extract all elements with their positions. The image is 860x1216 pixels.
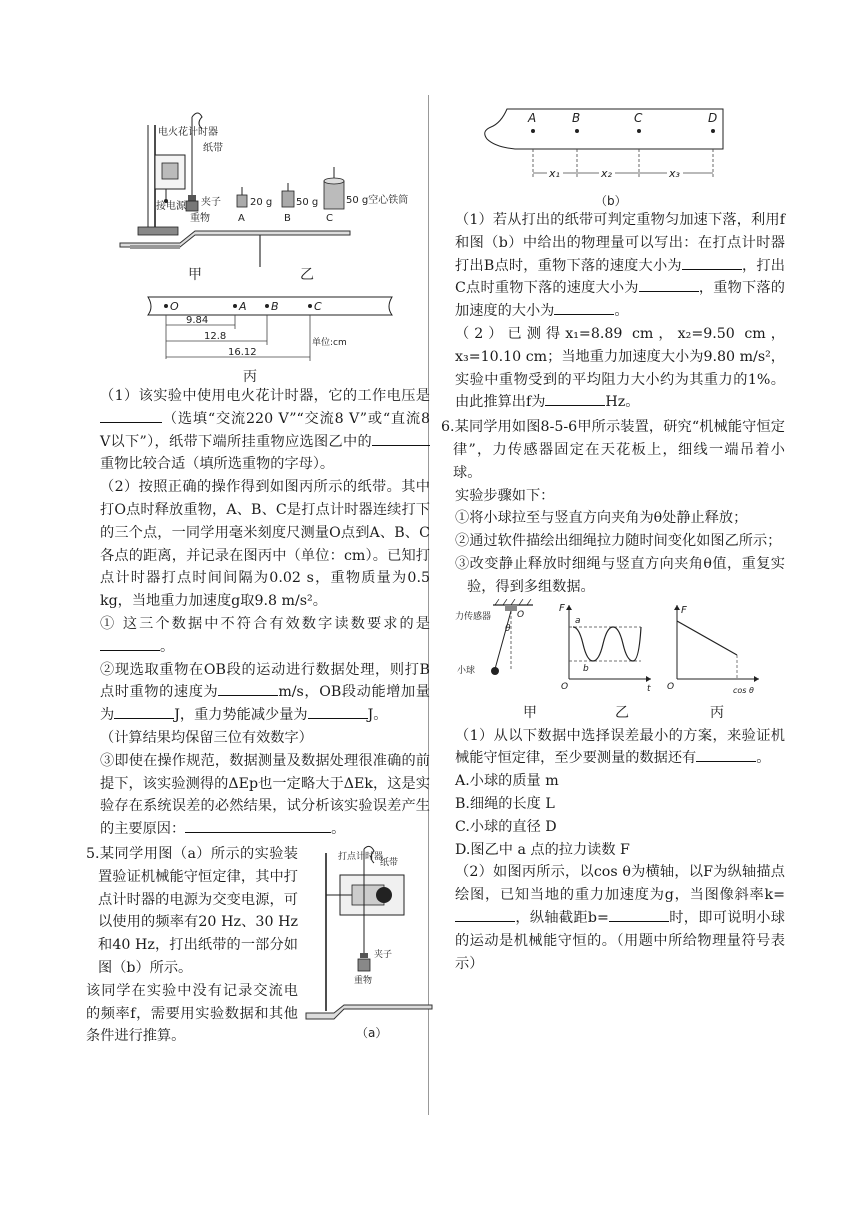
q6-caption-yi: 乙 <box>615 704 629 721</box>
q6-steps-title: 实验步骤如下： <box>455 487 555 504</box>
q5-blank-vb[interactable] <box>682 255 742 270</box>
q6-fig-t: t <box>647 683 651 694</box>
q6-option-a: A.小球的质量 m <box>455 773 559 790</box>
q6-blank-data[interactable] <box>696 747 756 762</box>
point-c: C <box>314 300 322 313</box>
weight-c-mass: 50 g空心铁筒 <box>346 195 409 206</box>
caption-yi: 乙 <box>300 267 314 283</box>
q4-s1-text: ① 这三个数据中不符合有效数字读数要求的是 <box>100 615 430 632</box>
q6-captions <box>455 703 785 725</box>
label-tape: 纸带 <box>203 143 223 154</box>
q5-p1-text-a: （1）若从打出的纸带可判定重物匀加速下落，利用f和图（b）中给出的物理量可以写出：在打点计时器打出B点时，重物下落的速度大小为 <box>455 212 785 274</box>
q5-intro-text-2: 该同学在实验中没有记录交流电的频率f，需要用实验数据和其他条件进行推算。 <box>86 982 298 1045</box>
q5-blank-vc[interactable] <box>639 277 699 292</box>
q4-s2-text-d: J。 <box>367 707 388 724</box>
fig-a-clip-label: 夹子 <box>374 949 393 960</box>
q6-p2-text-c: 时，即可说明小球的运动是机械能守恒的。（用题中所给物理量符号表示） <box>455 909 785 972</box>
fig-a-caption: （a） <box>356 1025 388 1040</box>
right-column <box>441 95 785 975</box>
q5-p1-text-b: ，打出C点时重物下落的速度大小为 <box>455 257 785 297</box>
q6-fig-origin-2: O <box>667 681 675 692</box>
question-4-body <box>100 385 430 841</box>
figure-jia-yi <box>100 95 430 283</box>
unit-label: 单位:cm <box>312 338 347 348</box>
q4-sub3 <box>100 750 430 841</box>
question-5-body <box>455 209 785 414</box>
q4-s2-note: （计算结果均保留三位有效数字） <box>100 729 313 746</box>
figure-bing-tape <box>100 283 430 391</box>
weight-b-mass: 50 g <box>296 197 319 208</box>
q5-part2 <box>455 323 785 414</box>
q6-fig-origin: O <box>561 681 569 692</box>
q4-s2-text-b: m/s，OB段动能增加量为 <box>100 684 430 724</box>
weight-b-letter: B <box>284 213 291 224</box>
dist-oc: 16.12 <box>228 347 257 358</box>
q5-p1-text-d: 。 <box>614 303 629 320</box>
q4-blank-potential[interactable] <box>308 704 368 719</box>
tape-drawing <box>100 283 430 391</box>
q6-fig-f2: F <box>681 604 687 616</box>
q6-blank-intercept[interactable] <box>609 907 669 922</box>
q6-p1-text: （1）从以下数据中选择误差最小的方案，来验证机械能守恒定律，至少要测量的数据还有 <box>455 727 785 767</box>
q6-option-b: B.细绳的长度 L <box>455 795 555 812</box>
q4-part2: （2）按照正确的操作得到如图丙所示的纸带。其中打O点时释放重物，A、B、C是打点计时器连续打下的三个点，一同学用毫米刻度尺测量O点到A、B、C各点的距离，并记录在图丙中（单位：cm）。已知打点计时器打点时间间隔为0.02 s，重物质量为0.5 kg，当地重力加速度g取9.8 m/s²。 <box>100 479 430 610</box>
q4-blank-kinetic[interactable] <box>114 704 174 719</box>
apparatus-a-drawing <box>304 843 434 1043</box>
tape-b-point-a: A <box>528 111 537 125</box>
q4-s1-end: 。 <box>160 638 175 655</box>
tape-b-point-d: D <box>708 111 718 125</box>
q6-part2 <box>455 861 785 975</box>
q6-caption-jia: 甲 <box>523 704 537 721</box>
q6-fig-theta: θ <box>505 623 511 634</box>
q4-sub2 <box>100 659 430 750</box>
q5-blank-freq[interactable] <box>545 391 605 406</box>
q6-fig-a: a <box>575 615 581 626</box>
q4-s3-text: ③即使在操作规范，数据测量及数据处理很准确的前提下，该实验测得的ΔEp也一定略大于ΔEk，这是实验存在系统误差的必然结果，试分析该实验误差产生的主要原因： <box>100 752 430 838</box>
q4-blank-velocity[interactable] <box>218 681 278 696</box>
figure-a <box>304 843 434 1047</box>
dist-ob: 12.8 <box>204 331 227 342</box>
q6-fig-o: O <box>517 609 525 620</box>
q6-option-c: C.小球的直径 D <box>455 818 557 835</box>
caption-bing: 丙 <box>243 369 257 385</box>
q4-blank-voltage[interactable] <box>100 408 162 423</box>
q5-p2-end: Hz。 <box>605 394 640 411</box>
q4-part1 <box>100 385 430 476</box>
q6-part1 <box>455 725 785 771</box>
q4-s2-text-c: J，重力势能减少量为 <box>174 707 308 724</box>
fig-b-caption: （b） <box>595 194 627 208</box>
q6-caption-bing: 丙 <box>710 704 724 721</box>
tape-b-point-b: B <box>572 111 581 125</box>
weight-a-mass: 20 g <box>250 197 273 208</box>
q6-fig-b: b <box>583 663 589 674</box>
q4-s3-end: 。 <box>331 821 346 838</box>
tape-b-point-c: C <box>634 111 643 125</box>
q6-fig-sensor: 力传感器 <box>455 611 492 622</box>
q6-p2-text-a: （2）如图丙所示，以cos θ为横轴，以F为纵轴描点绘图，已知当地的重力加速度为g，当图像斜率k= <box>455 864 785 904</box>
q6-figures <box>455 599 775 703</box>
question-6 <box>441 416 785 975</box>
label-timer: 电火花计时器 <box>158 127 218 138</box>
point-o: O <box>170 300 179 313</box>
q4-p1-text-b: （选填“交流220 V”“交流8 V”或“直流8 V以下”），纸带下端所挂重物应选图乙中的 <box>100 410 430 450</box>
label-power: 接电源 <box>156 201 186 212</box>
apparatus-drawing <box>100 95 430 283</box>
q6-blank-slope[interactable] <box>455 907 515 922</box>
q5-p1-text-c: ，重物下落的加速度的大小为 <box>455 280 785 320</box>
q6-option-d: D.图乙中 a 点的拉力读数 F <box>455 841 630 858</box>
q4-s2-text-a: ②现选取重物在OB段的运动进行数据处理，则打B点时重物的速度为 <box>100 661 430 701</box>
q4-p1-text-a: （1）该实验中使用电火花计时器，它的工作电压是 <box>100 388 430 404</box>
q6-fig-ball: 小球 <box>457 665 476 676</box>
q4-sub1 <box>100 613 430 659</box>
q6-step-1: ①将小球拉至与竖直方向夹角为θ处静止释放； <box>455 510 748 527</box>
q4-blank-weight[interactable] <box>372 431 430 446</box>
tape-b-drawing <box>455 103 785 213</box>
q5-blank-accel[interactable] <box>554 300 614 315</box>
label-clip: 夹子 <box>201 197 221 208</box>
q6-fig-f: F <box>559 602 565 614</box>
tape-b-x2: x₂ <box>601 167 612 180</box>
tape-b-x1: x₁ <box>549 167 560 180</box>
q5-p2-text: （2）已测得x₁=8.89 cm，x₂=9.50 cm，x₃=10.10 cm；当地重力加速度大小为9.80 m/s²，实验中重物受到的平均阻力大小约为其重力的1%。由此推算出f为 <box>455 325 785 411</box>
figure-b-tape <box>455 103 785 223</box>
q4-blank-reason[interactable] <box>185 818 331 833</box>
q6-p2-text-b: ，纵轴截距b= <box>515 909 609 926</box>
weight-a-letter: A <box>238 213 245 224</box>
fig-a-weight-label: 重物 <box>354 975 373 986</box>
q4-blank-invalid-data[interactable] <box>100 636 160 651</box>
point-b: B <box>271 300 279 313</box>
weight-c-letter: C <box>326 213 333 224</box>
q4-p1-text-c: 重物比较合适（填所选重物的字母）。 <box>100 456 335 473</box>
q6-p1-end: 。 <box>756 750 771 767</box>
q6-fig-cos: cos θ <box>733 685 754 695</box>
q6-step-2: ②通过软件描绘出细绳拉力随时间变化如图乙所示； <box>455 533 782 550</box>
q6-intro: 6.某同学用如图8-5-6甲所示装置，研究“机械能守恒定律”，力传感器固定在天花板上，细线一端吊着小球。 <box>441 419 785 481</box>
q6-step-3: ③改变静止释放时细绳与竖直方向夹角θ值，重复实验，得到多组数据。 <box>455 555 785 595</box>
dist-oa: 9.84 <box>186 315 209 326</box>
question-5-intro <box>86 843 430 1048</box>
label-weight: 重物 <box>190 213 210 224</box>
fig-a-timer-label: 打点计时器 <box>338 851 384 862</box>
caption-jia: 甲 <box>188 267 202 283</box>
q5-intro-text: 5.某同学用图（a）所示的实验装置验证机械能守恒定律，其中打点计时器的电源为交变电源，可以使用的频率有20 Hz、30 Hz和40 Hz，打出纸带的一部分如图（b）所示。 <box>86 845 298 976</box>
figure-q6 <box>455 599 785 703</box>
point-a: A <box>239 300 247 313</box>
q5-part1 <box>455 209 785 323</box>
fig-a-tape-label: 纸带 <box>380 857 399 868</box>
tape-b-x3: x₃ <box>669 167 680 180</box>
left-column <box>86 95 430 1048</box>
